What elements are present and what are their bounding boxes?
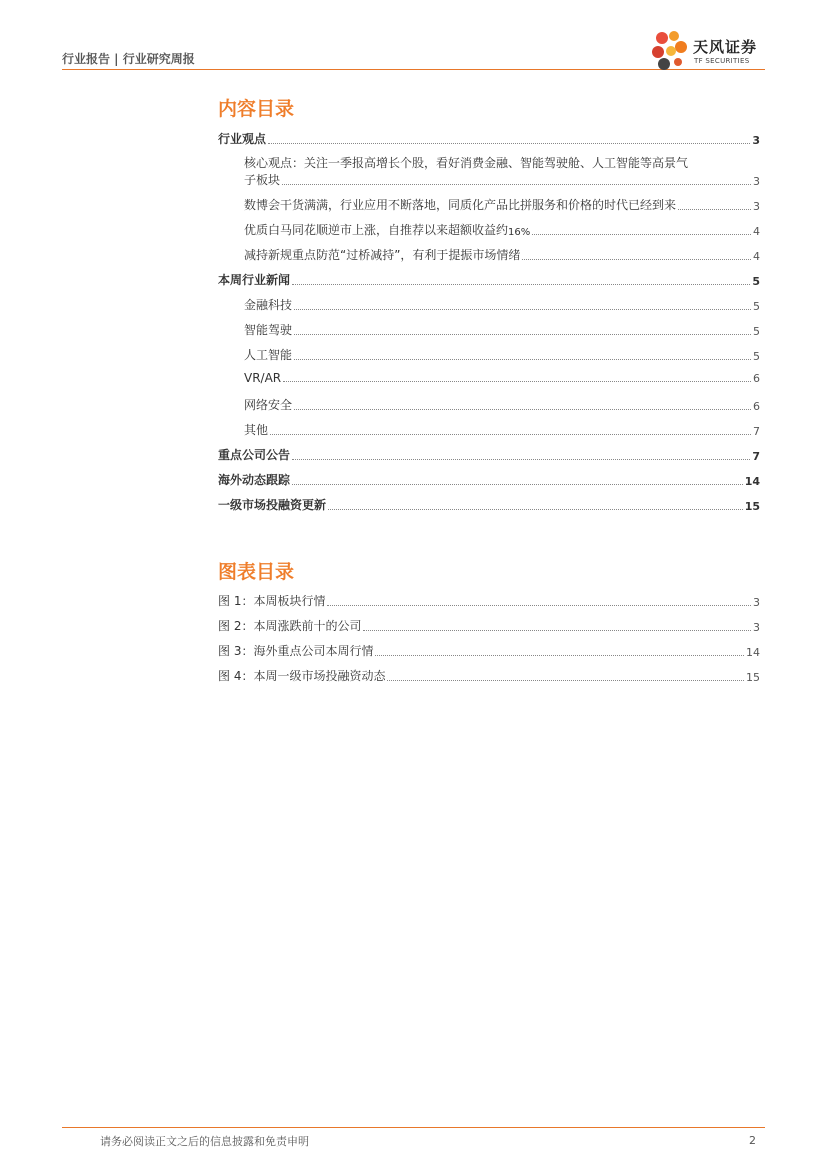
logo-chinese-name: 天风证券 bbox=[693, 38, 758, 56]
figure-entry[interactable] bbox=[218, 617, 760, 634]
toc-leader bbox=[294, 409, 751, 410]
toc-leader bbox=[282, 184, 751, 185]
toc-entry-label-line1[interactable]: 核心观点：关注一季报高增长个股，看好消费金融、智能驾驶舱、人工智能等高景气 bbox=[244, 156, 689, 170]
toc-title: 内容目录 bbox=[218, 98, 295, 120]
toc-leader bbox=[292, 484, 743, 485]
toc-leader bbox=[522, 259, 751, 260]
toc-leader bbox=[283, 381, 751, 382]
toc-entry[interactable] bbox=[218, 130, 760, 147]
toc-page-number: 15 bbox=[744, 500, 760, 513]
toc-entry-label-line2: 子板块 bbox=[244, 173, 281, 187]
toc-page-number: 7 bbox=[753, 425, 760, 438]
toc-page-number: 4 bbox=[753, 250, 760, 263]
figure-leader bbox=[363, 630, 751, 631]
toc-page-number: 3 bbox=[753, 175, 760, 188]
toc-entry[interactable] bbox=[218, 271, 760, 288]
toc-entry[interactable] bbox=[244, 296, 760, 313]
toc-entry-label: 本周行业新闻 bbox=[218, 273, 291, 287]
figure-page-number: 14 bbox=[746, 646, 760, 659]
toc-page-number: 7 bbox=[752, 450, 760, 463]
toc-entry-label: 人工智能 bbox=[244, 348, 293, 362]
toc-page-number: 5 bbox=[753, 325, 760, 338]
footer-disclaimer: 请务必阅读正文之后的信息披露和免责申明 bbox=[100, 1135, 309, 1148]
toc-entry-label: VR/AR bbox=[244, 371, 282, 385]
figure-page-number: 3 bbox=[753, 621, 760, 634]
figure-leader bbox=[387, 680, 744, 681]
toc-entry-percent: 16% bbox=[508, 227, 531, 238]
toc-entry[interactable] bbox=[244, 171, 760, 188]
toc-page-number: 5 bbox=[753, 300, 760, 313]
footer-page-number: 2 bbox=[749, 1134, 756, 1147]
toc-leader bbox=[294, 309, 751, 310]
toc-entry[interactable] bbox=[244, 246, 760, 263]
toc-page-number: 3 bbox=[752, 134, 760, 147]
toc-leader bbox=[294, 359, 751, 360]
company-logo bbox=[649, 30, 767, 72]
toc-page-number: 3 bbox=[753, 200, 760, 213]
toc-entry[interactable] bbox=[244, 396, 760, 413]
figure-entry-label: 图 2：本周涨跌前十的公司 bbox=[218, 619, 362, 633]
toc-entry[interactable] bbox=[218, 471, 760, 488]
toc-leader bbox=[270, 434, 751, 435]
toc-entry-label: 网络安全 bbox=[244, 398, 293, 412]
toc-leader bbox=[294, 334, 751, 335]
toc-leader bbox=[292, 284, 750, 285]
figure-entry-label: 图 4：本周一级市场投融资动态 bbox=[218, 669, 386, 683]
toc-page-number: 14 bbox=[744, 475, 760, 488]
toc-entry-label: 智能驾驶 bbox=[244, 323, 293, 337]
toc-leader bbox=[292, 459, 750, 460]
figure-page-number: 3 bbox=[753, 596, 760, 609]
toc-leader bbox=[268, 143, 750, 144]
footer-divider bbox=[62, 1127, 765, 1128]
toc-leader bbox=[532, 234, 751, 235]
toc-entry[interactable] bbox=[244, 221, 760, 238]
toc-entry-label: 优质白马同花顺逆市上涨，自推荐以来超额收益约 bbox=[244, 223, 509, 237]
figure-entry-label: 图 1：本周板块行情 bbox=[218, 594, 326, 608]
toc-page-number: 6 bbox=[753, 400, 760, 413]
toc-entry[interactable] bbox=[244, 321, 760, 338]
toc-page-number: 4 bbox=[753, 225, 760, 238]
logo-mark-icon bbox=[649, 30, 693, 72]
toc-entry[interactable] bbox=[244, 371, 760, 385]
toc-entry[interactable] bbox=[244, 346, 760, 363]
toc-leader bbox=[678, 209, 751, 210]
toc-entry-label: 海外动态跟踪 bbox=[218, 473, 291, 487]
toc-entry-label: 一级市场投融资更新 bbox=[218, 498, 327, 512]
toc-page-number: 5 bbox=[753, 350, 760, 363]
toc-page-number: 5 bbox=[752, 275, 760, 288]
header-breadcrumb: 行业报告 | 行业研究周报 bbox=[62, 52, 195, 66]
toc-entry[interactable] bbox=[218, 446, 760, 463]
figure-entry[interactable] bbox=[218, 592, 760, 609]
figures-title: 图表目录 bbox=[218, 561, 295, 583]
toc-entry-label: 金融科技 bbox=[244, 298, 293, 312]
toc-leader bbox=[328, 509, 743, 510]
toc-entry-label: 重点公司公告 bbox=[218, 448, 291, 462]
toc-entry[interactable] bbox=[244, 196, 760, 213]
toc-entry-label: 数博会干货满满，行业应用不断落地，同质化产品比拼服务和价格的时代已经到来 bbox=[244, 198, 677, 212]
figure-leader bbox=[375, 655, 744, 656]
figure-entry[interactable] bbox=[218, 667, 760, 684]
toc-entry[interactable] bbox=[244, 421, 760, 438]
logo-english-name: TF SECURITIES bbox=[694, 57, 750, 65]
figure-leader bbox=[327, 605, 751, 606]
toc-entry-label: 其他 bbox=[244, 423, 269, 437]
toc-entry[interactable] bbox=[218, 496, 760, 513]
figure-page-number: 15 bbox=[746, 671, 760, 684]
toc-page-number: 6 bbox=[753, 372, 760, 385]
figure-entry-label: 图 3：海外重点公司本周行情 bbox=[218, 644, 374, 658]
toc-entry-label: 行业观点 bbox=[218, 132, 267, 146]
toc-entry-label: 减持新规重点防范“过桥减持”，有利于提振市场情绪 bbox=[244, 248, 521, 262]
figure-entry[interactable] bbox=[218, 642, 760, 659]
